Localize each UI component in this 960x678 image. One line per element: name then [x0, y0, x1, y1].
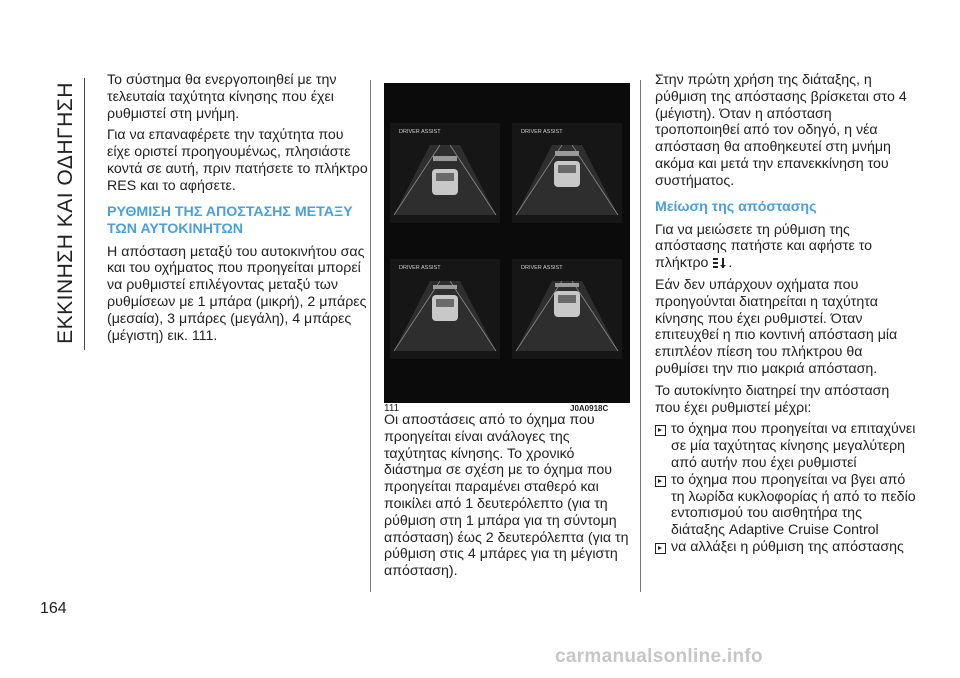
paragraph: Η απόσταση μεταξύ του αυτοκινήτου σας και του οχήματος που προηγείται μπορεί να ρυθμιστεί επιλέγοντας μεταξύ των ρυθμίσεων με 1 μπάρα (μικρή), 2 μπάρες (μεσαία), 3 μπάρες (μεγάλη), 4 μπάρες (μέγιστη) εικ. 111. — [107, 243, 367, 344]
car-icon — [554, 161, 580, 187]
display-panel-4 — [512, 259, 622, 359]
watermark: carmanualsonline.info — [555, 646, 763, 667]
column-divider — [370, 80, 371, 592]
figure-caption-code: J0A0918C — [570, 404, 609, 413]
section-heading: Μείωση της απόστασης — [655, 198, 817, 215]
car-icon — [432, 295, 458, 321]
list-item: να αλλάξει η ρύθμιση της απόστασης — [655, 539, 917, 556]
arrow-right-icon — [655, 476, 666, 487]
column-right — [655, 72, 917, 556]
figure-111 — [384, 83, 630, 403]
car-icon — [432, 169, 458, 195]
paragraph: Το σύστημα θα ενεργοποιηθεί με την τελευταία ταχύτητα κίνησης που έχει ρυθμιστεί στη μνήμη. — [107, 72, 337, 122]
panel-title: DRIVER ASSIST — [521, 129, 563, 135]
display-panel-2 — [512, 123, 622, 223]
car-icon — [554, 291, 580, 317]
list-item: το όχημα που προηγείται να βγει από τη λωρίδα κυκλοφορίας ή από το πεδίο εντοπισμού του αισθητήρα της διάταξης Adaptive Cruise Control — [655, 472, 917, 539]
panel-title: DRIVER ASSIST — [399, 129, 441, 135]
page-number: 164 — [40, 600, 67, 617]
column-divider — [640, 80, 641, 592]
column-middle — [384, 412, 630, 585]
panel-title: DRIVER ASSIST — [521, 265, 563, 271]
column-left — [107, 72, 369, 349]
paragraph: Οι αποστάσεις από το όχημα που προηγείται είναι ανάλογες της ταχύτητας κίνησης. Το χρονικό διάστημα σε σχέση με το όχημα που προηγείται παραμένει σταθερό και ποικίλει από 1 δευτερόλεπτο (για τη ρύθμιση στη 1 μπάρα για τη σύντομη απόσταση) έως 2 δευτερόλεπτα (για τη ρύθμιση στις 4 μπάρες για τη μέγιστη απόσταση). — [384, 412, 629, 580]
figure-caption-number: 111 — [384, 403, 400, 414]
section-divider — [84, 78, 85, 350]
paragraph: Για να μειώσετε τη ρύθμιση της απόστασης πατήστε και αφήστε το πλήκτρο . — [655, 221, 873, 272]
list-item: το όχημα που προηγείται να επιταχύνει σε μία ταχύτητας κίνησης μεγαλύτερη από αυτήν που έχει ρυθμιστεί — [655, 421, 917, 471]
paragraph: Στην πρώτη χρήση της διάταξης, η ρύθμιση της απόστασης βρίσκεται στο 4 (μέγιστη). Όταν η απόσταση τροποποιηθεί από τον οδηγό, η νέα απόσταση θα αποθηκευτεί στη μνήμη ακόμα και μετά την επανεκκίνηση του συστήματος. — [655, 72, 907, 189]
display-panel-1 — [390, 123, 500, 223]
paragraph: Το αυτοκίνητο διατηρεί την απόσταση που έχει ρυθμιστεί μέχρι: — [655, 382, 890, 416]
panel-title: DRIVER ASSIST — [399, 265, 441, 271]
driver-assist-displays — [384, 83, 630, 403]
paragraph: Εάν δεν υπάρχουν οχήματα που προηγούνται διατηρείται η ταχύτητα κίνησης που έχει ρυθμιστεί. Όταν επιτευχθεί η πιο κοντινή απόσταση μία επιπλέον πίεση του πλήκτρου θα ρυθμίσει την πιο μακριά απόσταση. — [655, 276, 898, 377]
arrow-right-icon — [655, 543, 666, 554]
section-heading: ΡΥΘΜΙΣΗ ΤΗΣ ΑΠΟΣΤΑΣΗΣ ΜΕΤΑΞΥ ΤΩΝ ΑΥΤΟΚΙΝΗΤΩΝ — [107, 203, 353, 237]
section-title: ΕΚΚΙΝΗΣΗ ΚΑΙ ΟΔΗΓΗΣΗ — [54, 82, 78, 344]
arrow-right-icon — [655, 425, 666, 436]
paragraph: Για να επαναφέρετε την ταχύτητα που είχε οριστεί προηγουμένως, πλησιάστε κοντά σε αυτή, πριν πατήσετε το πλήκτρο RES και το αφήσετε. — [107, 127, 368, 194]
display-panel-3 — [390, 259, 500, 359]
distance-key-icon — [712, 257, 728, 269]
